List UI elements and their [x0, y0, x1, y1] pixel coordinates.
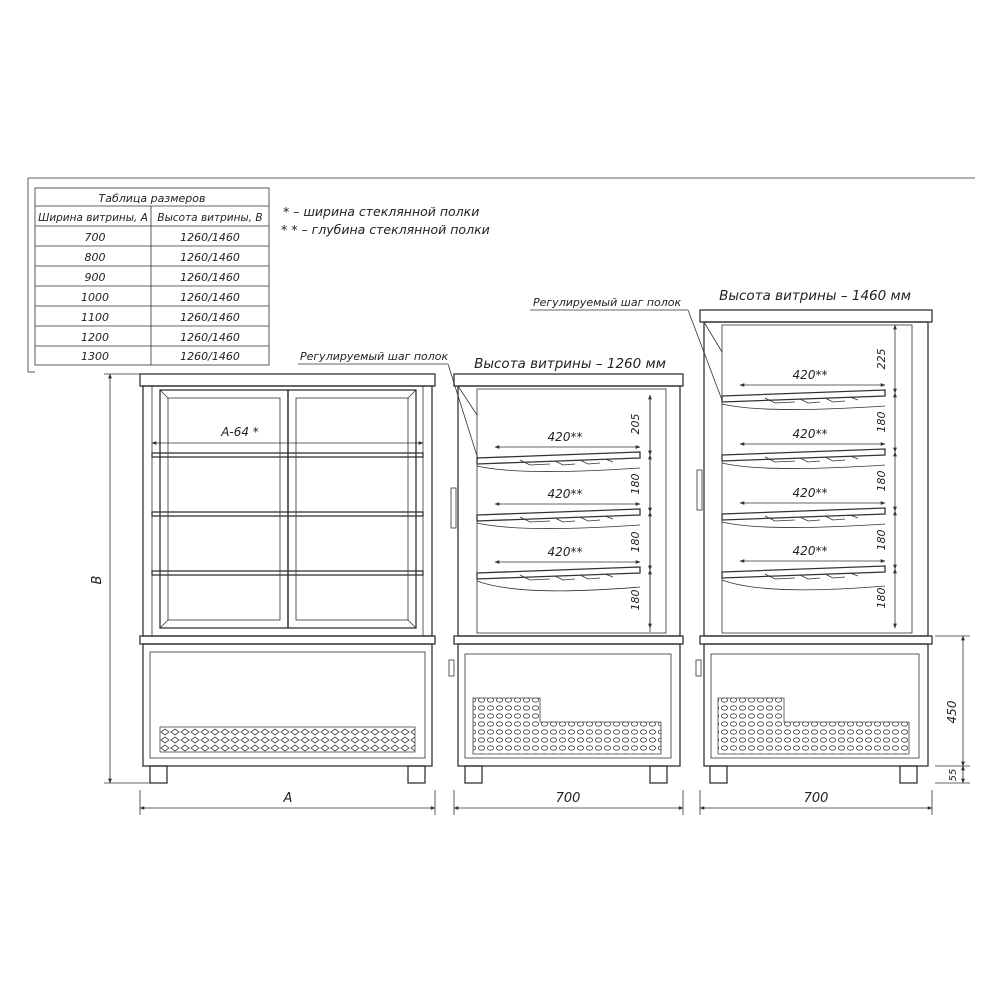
width-dim-700: 700: [555, 791, 581, 806]
vertical-dim: 180: [875, 470, 888, 492]
table-cell-width: 900: [84, 271, 106, 284]
view-title-1460: Высота витрины – 1460 мм: [719, 288, 911, 304]
table-cell-width: 1000: [81, 291, 109, 304]
table-cell-height: 1260/1460: [180, 291, 240, 304]
table-cell-height: 1260/1460: [180, 251, 240, 264]
view-title-1260: Высота витрины – 1260 мм: [474, 356, 666, 372]
shelf: [722, 566, 885, 590]
note-shelf-width: * – ширина стеклянной полки: [283, 204, 480, 219]
shelf-depth-dim: 420**: [792, 544, 828, 558]
table-title: Таблица размеров: [98, 192, 206, 205]
vertical-dim: 180: [629, 589, 642, 611]
shelf-depth-dim: 420**: [547, 545, 583, 559]
shelf-depth-dim: 420**: [547, 487, 583, 501]
table-header-width: Ширина витрины, А: [38, 212, 148, 224]
table-cell-height: 1260/1460: [180, 350, 240, 363]
table-cell-height: 1260/1460: [180, 271, 240, 284]
shelf: [722, 390, 885, 410]
size-table: [35, 188, 269, 365]
table-cell-width: 700: [84, 231, 106, 244]
foot-height-dim: 55: [948, 768, 959, 782]
shelf: [477, 567, 640, 591]
shelf-depth-dim: 420**: [547, 430, 583, 444]
table-header-height: Высота витрины, В: [157, 212, 263, 224]
table-cell-width: 800: [84, 251, 106, 264]
table-cell-height: 1260/1460: [180, 331, 240, 344]
shelf: [722, 508, 885, 528]
vertical-dim: 180: [629, 531, 642, 553]
table-cell-height: 1260/1460: [180, 231, 240, 244]
vertical-dim: 180: [629, 473, 642, 495]
shelf-depth-dim: 420**: [792, 368, 828, 382]
table-cell-width: 1300: [81, 350, 109, 363]
vertical-dim: 225: [875, 348, 888, 370]
table-cell-height: 1260/1460: [180, 311, 240, 324]
vertical-dim: 180: [875, 529, 888, 551]
table-cell-width: 1200: [81, 331, 109, 344]
width-dim-700: 700: [803, 791, 829, 806]
note-shelf-depth: * * – глубина стеклянной полки: [281, 222, 490, 237]
vertical-dim: 180: [875, 587, 888, 609]
height-dim-b: B: [90, 575, 105, 585]
shelf-depth-dim: 420**: [792, 427, 828, 441]
base-height-dim: 450: [945, 700, 959, 724]
shelf: [722, 449, 885, 469]
shelf-step-label: Регулируемый шаг полок: [300, 350, 449, 363]
shelf: [477, 509, 640, 529]
shelf-width-dim: A-64 *: [221, 425, 259, 439]
shelf: [477, 452, 640, 472]
width-dim-a: A: [283, 791, 293, 806]
shelf-step-label: Регулируемый шаг полок: [533, 296, 682, 309]
vertical-dim: 205: [629, 413, 642, 435]
table-cell-width: 1100: [81, 311, 109, 324]
front-view: [90, 374, 435, 815]
shelf-depth-dim: 420**: [792, 486, 828, 500]
vertical-dim: 180: [875, 411, 888, 433]
